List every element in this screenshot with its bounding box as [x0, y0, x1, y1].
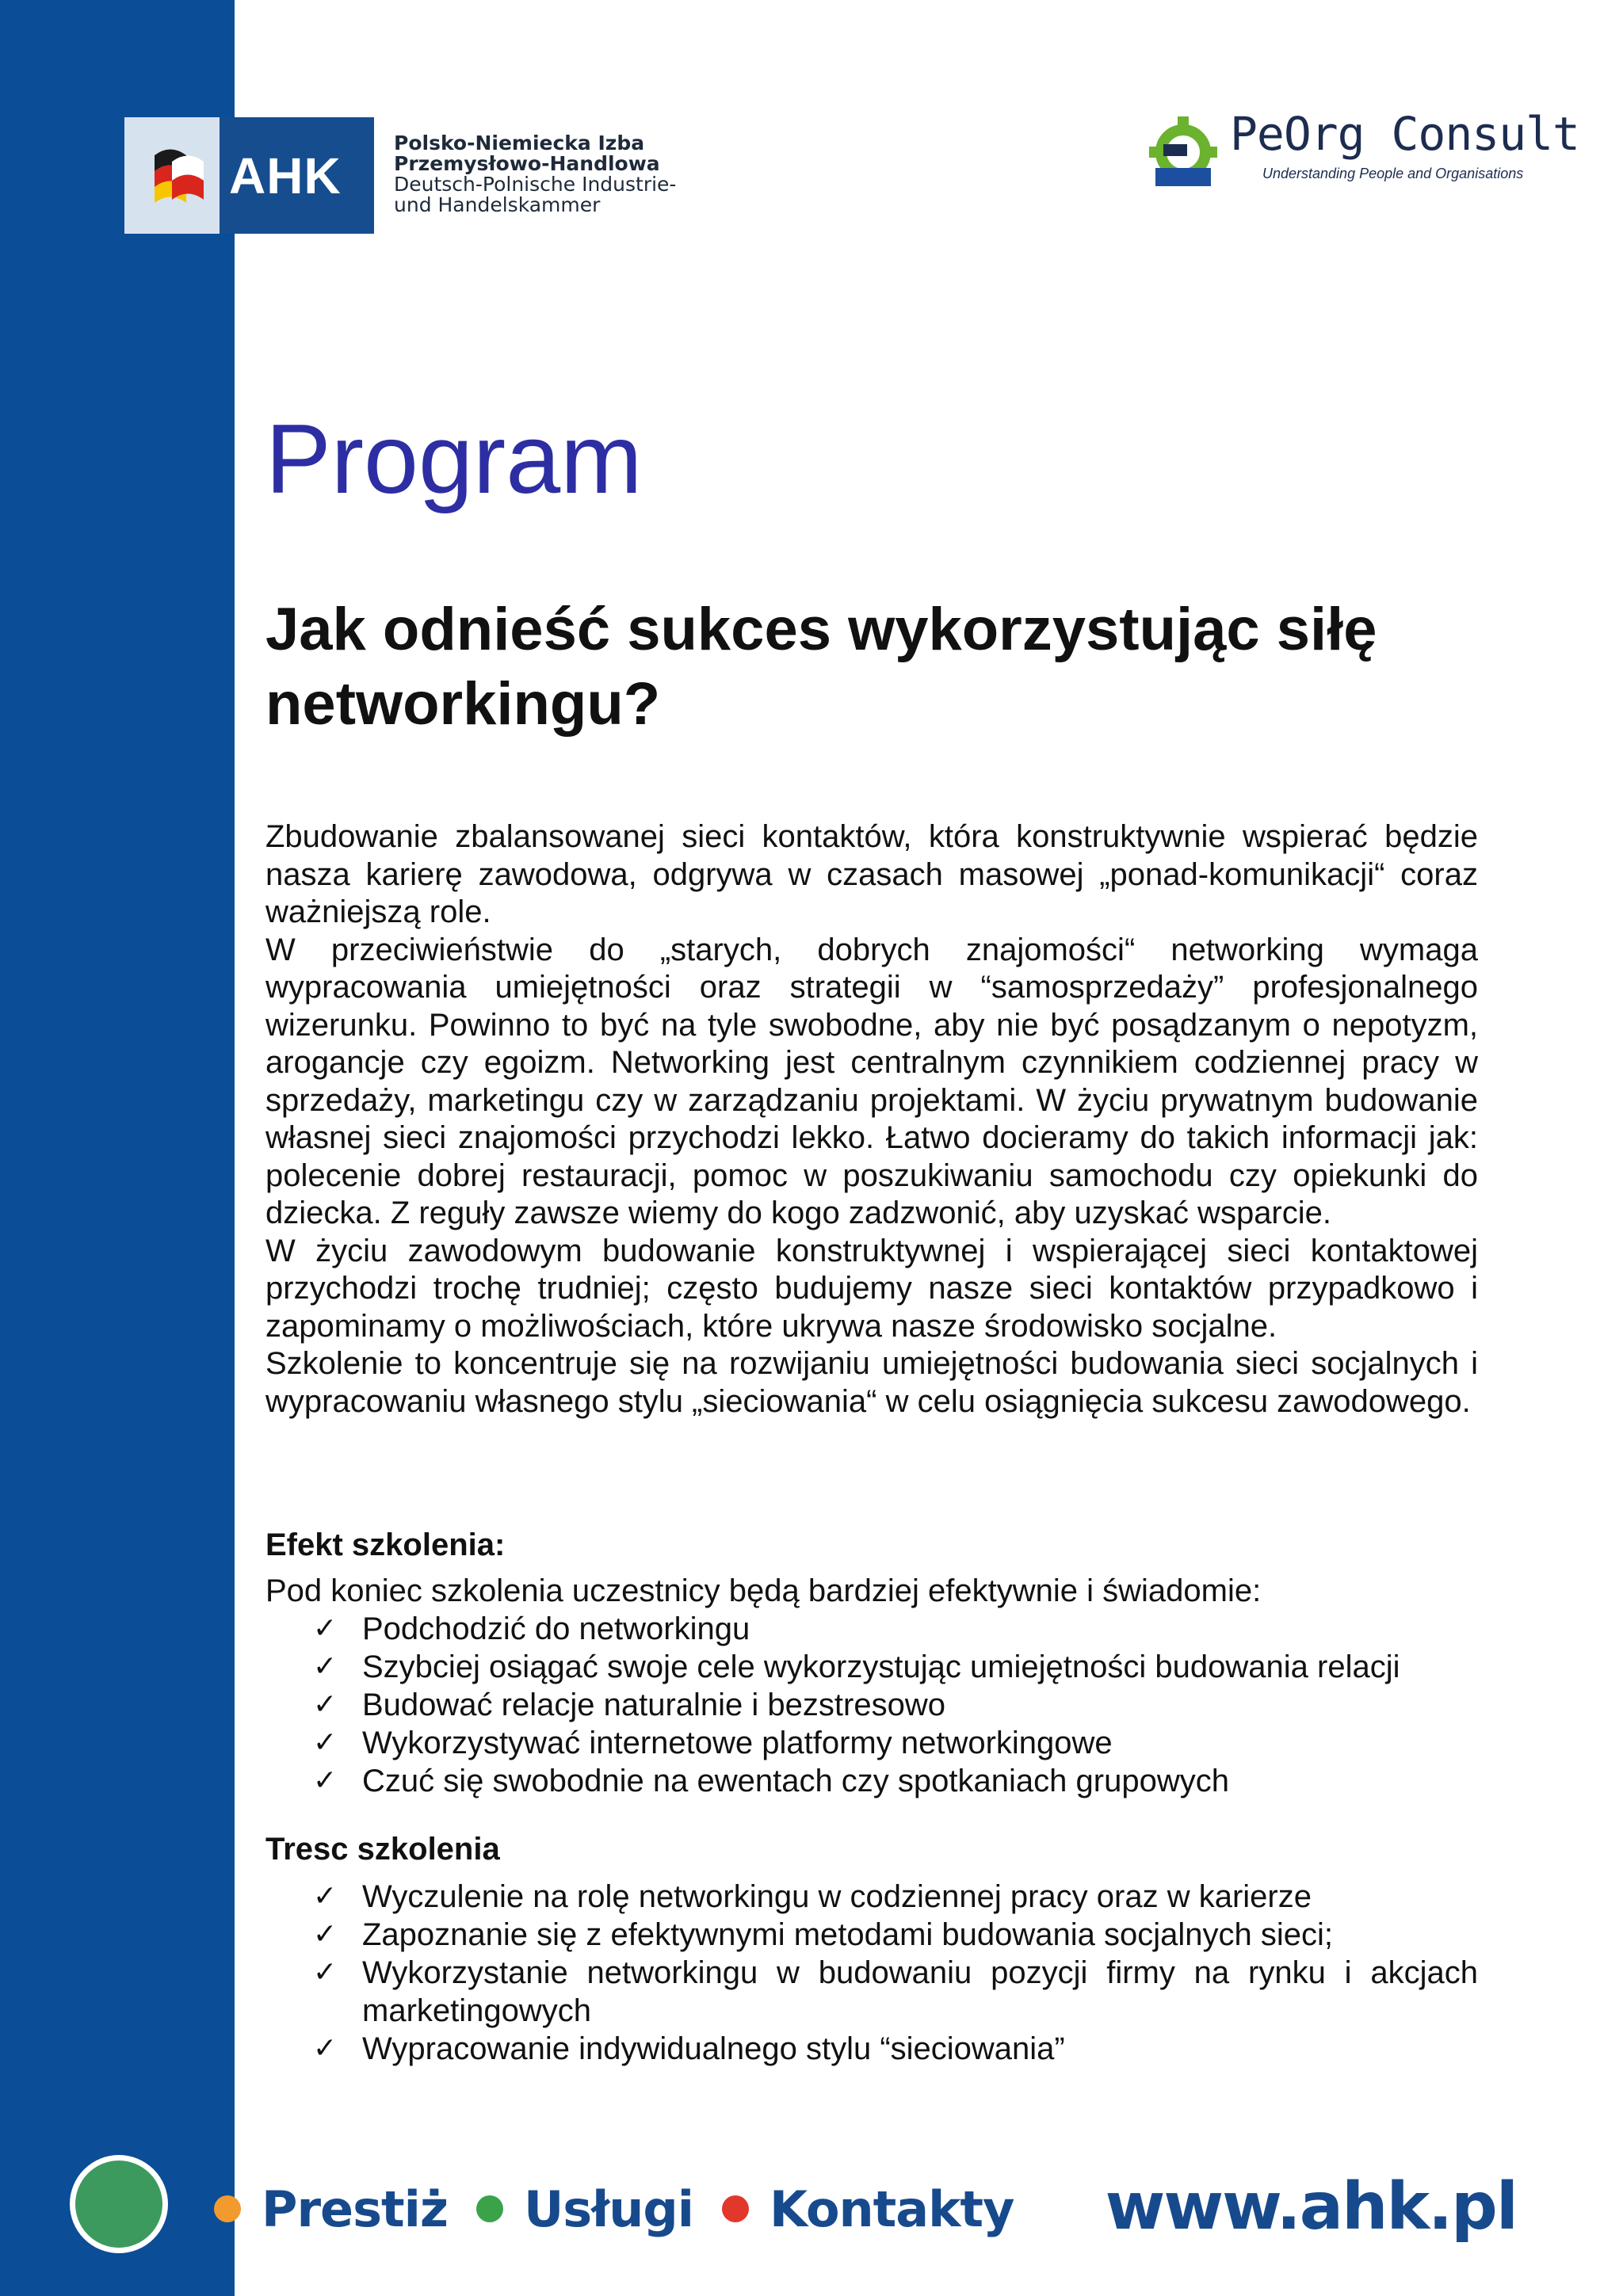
footer-url-link[interactable]: www.ahk.pl	[1105, 2169, 1517, 2245]
list-item: ✓ Wypracowanie indywidualnego stylu “sieciowania”	[313, 2031, 1065, 2066]
list-item: ✓ Podchodzić do networkingu	[313, 1611, 750, 1646]
body-paragraph: W przeciwieństwie do „starych, dobrych znajomości“ networking wymaga wypracowania umiejętności oraz strategii w “samosprzedaży” profesjonalnego wizerunku. Powinno to być na tyle swobodne, aby nie być posądzanym o nepotyzm, arogancje czy egoizm. Networking jest centralnym czynnikiem codziennej pracy w sprzedaży, marketingu czy w zarządzaniu projektami. W życiu prywatnym budowanie własnej sieci znajomości przychodzi lekko. Łatwo docieramy do takich informacji jak: polecenie dobrej restauracji, pomoc w poszukiwaniu samochodu czy opiekunki do dziecka. Z reguły zawsze wiemy do kogo zadzwonić, aby uzyskać wsparcie.	[265, 932, 1478, 1230]
checkmark-icon: ✓	[313, 1956, 338, 1989]
checkmark-icon: ✓	[313, 1612, 338, 1645]
green-circle-emblem	[70, 2155, 168, 2253]
list-item: ✓ Wykorzystanie networkingu w budowaniu pozycji firmy na rynku i akcjach marketingowych	[313, 1955, 1478, 2028]
body-paragraph: W życiu zawodowym budowanie konstruktywnej i wspierającej sieci kontaktowej przychodzi trochę trudniej; często budujemy nasze sieci kontaktów przypadkowo i zapominamy o możliwościach, które ukrywa nasze środowisko socjalne.	[265, 1233, 1478, 1344]
effects-intro: Pod koniec szkolenia uczestnicy będą bardziej efektywnie i świadomie:	[265, 1573, 1262, 1608]
ahk-logo	[124, 117, 374, 234]
green-dot-icon	[476, 2195, 503, 2222]
body-paragraph: Szkolenie to koncentruje się na rozwijaniu umiejętności budowania sieci socjalnych i wypracowaniu własnego stylu „sieciowania“ w celu osiągnięcia sukcesu zawodowego.	[265, 1346, 1478, 1419]
checkmark-icon: ✓	[313, 1726, 338, 1759]
checkmark-icon: ✓	[313, 1650, 338, 1683]
footer-taglines	[214, 2177, 1042, 2241]
effects-list	[313, 1610, 1478, 1800]
footer-item-prestiz: Prestiż	[262, 2180, 448, 2238]
checkmark-icon: ✓	[313, 1688, 338, 1721]
footer-item-kontakty: Kontakty	[769, 2180, 1014, 2238]
peorg-tagline: Understanding People and Organisations	[1262, 166, 1524, 181]
checkmark-icon: ✓	[313, 2032, 338, 2065]
checkmark-icon: ✓	[313, 1764, 338, 1797]
peorg-name: PeOrg Consult	[1230, 107, 1579, 161]
ahk-caption-line2: Przemysłowo-Handlowa	[394, 152, 660, 175]
list-item: ✓ Wykorzystywać internetowe platformy networkingowe	[313, 1726, 1113, 1760]
gear-icon	[1148, 109, 1219, 188]
footer-item-uslugi: Usługi	[523, 2180, 693, 2238]
content-heading: Tresc szkolenia	[265, 1832, 500, 1867]
ahk-caption	[394, 133, 695, 215]
peorg-logo	[1148, 107, 1579, 194]
body-paragraph: Zbudowanie zbalansowanej sieci kontaktów, która konstruktywnie wspierać będzie nasza karierę zawodowa, odgrywa w czasach masowej „ponad-komunikacji“ coraz ważniejszą role.	[265, 819, 1478, 929]
checkmark-icon: ✓	[313, 1918, 338, 1951]
ahk-caption-line1: Polsko-Niemiecka Izba	[394, 132, 645, 154]
list-item: ✓ Szybciej osiągać swoje cele wykorzystując umiejętności budowania relacji	[313, 1650, 1400, 1684]
orange-dot-icon	[214, 2195, 241, 2222]
list-item: ✓ Zapoznanie się z efektywnymi metodami budowania socjalnych sieci;	[313, 1917, 1334, 1952]
list-item: ✓ Czuć się swobodnie na ewentach czy spotkaniach grupowych	[313, 1764, 1229, 1798]
ahk-caption-line4: und Handelskammer	[394, 193, 601, 216]
checkmark-icon: ✓	[313, 1880, 338, 1913]
list-item: ✓ Budować relacje naturalnie i bezstresowo	[313, 1688, 945, 1722]
body-text	[265, 818, 1478, 1421]
effects-heading: Efekt szkolenia:	[265, 1527, 506, 1562]
red-dot-icon	[722, 2195, 749, 2222]
page-title: Program	[265, 405, 643, 514]
content-list	[313, 1878, 1478, 2068]
ahk-caption-line3: Deutsch-Polnische Industrie-	[394, 173, 677, 196]
ahk-logo-text: AHK	[229, 147, 342, 204]
flag-icon	[124, 117, 220, 234]
list-item: ✓ Wyczulenie na rolę networkingu w codziennej pracy oraz w karierze	[313, 1879, 1312, 1914]
left-sidebar-band	[0, 0, 235, 2296]
subtitle: Jak odnieść sukces wykorzystując siłę networkingu?	[265, 596, 1377, 738]
